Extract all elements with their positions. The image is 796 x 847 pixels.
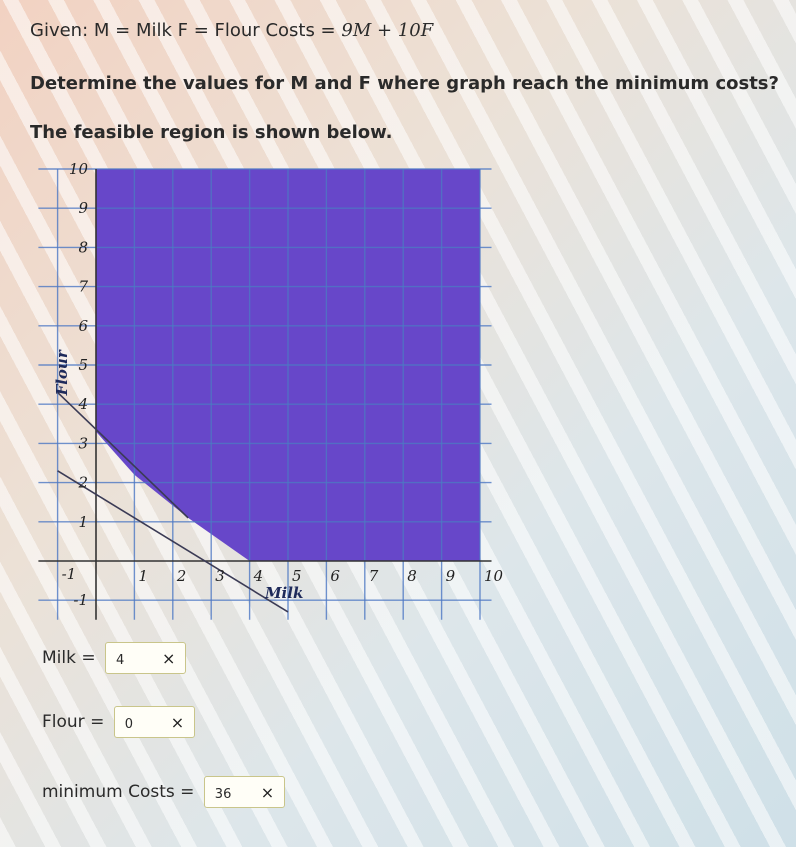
y-tick-label: 5 [78, 356, 88, 374]
y-tick-label: 7 [78, 277, 88, 296]
x-axis-label: Milk [264, 584, 304, 602]
y-tick-label: 1 [78, 512, 88, 531]
x-tick-label: 7 [368, 567, 379, 585]
x-tick-label: 4 [253, 567, 264, 585]
y-tick-label: 4 [78, 395, 88, 414]
x-tick-label: 3 [215, 567, 225, 585]
answer-value: 0 [124, 717, 134, 732]
flour-answer-input[interactable] [114, 706, 195, 738]
y-axis-label: Flour [53, 350, 72, 396]
region-note: The feasible region is shown below. [30, 122, 393, 143]
x-tick-label: -1 [61, 565, 77, 583]
answer-label: Flour = [42, 712, 105, 732]
answer-cost [42, 776, 285, 808]
y-tick-label: 2 [78, 473, 88, 492]
answer-value: 4 [116, 653, 125, 668]
answer-label: minimum Costs = [42, 782, 195, 802]
incorrect-mark-icon: × [260, 783, 275, 802]
y-tick-label: 6 [78, 316, 88, 335]
x-tick-label: 9 [445, 567, 456, 585]
answer-value: 36 [214, 787, 232, 802]
x-tick-label: 6 [330, 567, 340, 585]
given-prefix: Given: [30, 20, 89, 41]
milk-answer-input[interactable] [105, 642, 186, 674]
y-tick-label: -1 [73, 591, 88, 610]
y-tick-label: 3 [78, 434, 88, 453]
incorrect-mark-icon: × [170, 713, 185, 732]
y-tick-label: 10 [68, 160, 88, 178]
milk-definition: M = Milk [93, 20, 172, 41]
x-tick-label: 5 [292, 567, 302, 585]
answer-milk [42, 642, 186, 674]
question-text: Determine the values for M and F where graph reach the minimum costs? [30, 73, 779, 94]
x-tick-label: 2 [176, 567, 187, 585]
y-tick-label: 9 [78, 199, 88, 218]
given-line [30, 20, 433, 41]
costs-label: Costs = [265, 20, 336, 41]
feasible-region-chart [0, 155, 796, 625]
costs-formula: 9M + 10F [341, 20, 434, 41]
x-tick-label: 10 [484, 567, 504, 585]
answer-flour [42, 706, 195, 738]
x-tick-label: 1 [138, 567, 148, 585]
y-tick-label: 8 [78, 238, 88, 257]
incorrect-mark-icon: × [162, 649, 176, 668]
flour-definition: F = Flour [177, 20, 260, 41]
cost-answer-input[interactable] [204, 776, 285, 808]
answer-label: Milk = [42, 648, 96, 668]
x-tick-label: 8 [407, 567, 417, 585]
